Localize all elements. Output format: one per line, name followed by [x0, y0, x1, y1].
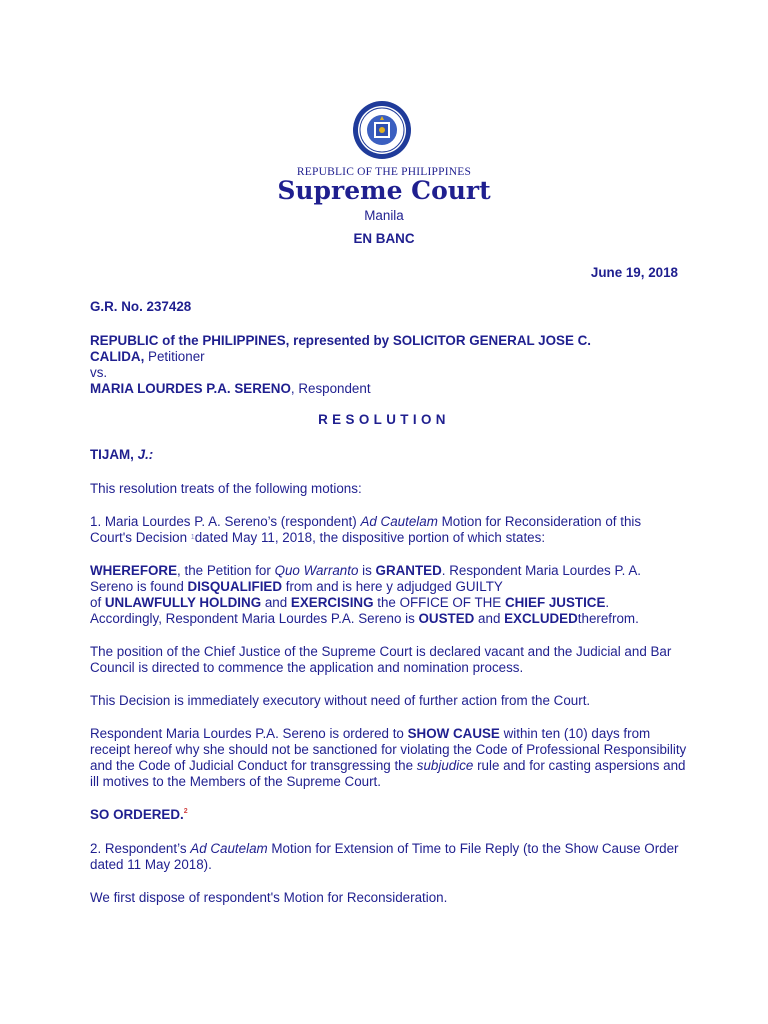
text-span: , the Petition for	[177, 563, 275, 578]
ponente	[90, 447, 690, 463]
footnote-marker[interactable]: 2	[183, 808, 188, 815]
text-bold: EXERCISING	[290, 595, 374, 610]
petitioner-line-2	[90, 349, 690, 365]
decision-date: June 19, 2018	[590, 265, 678, 280]
text-span: Sereno is found	[90, 579, 188, 594]
text-bold: OUSTED	[418, 611, 475, 626]
division-label: EN BANC	[353, 231, 415, 246]
text-italic: Ad Cautelam	[360, 514, 438, 529]
text-bold: SHOW CAUSE	[407, 726, 500, 741]
ponente-suffix: J.:	[137, 447, 154, 462]
text-bold: UNLAWFULLY HOLDING	[104, 595, 262, 610]
motion-two-paragraph	[90, 841, 690, 873]
so-ordered-text: SO ORDERED.	[90, 807, 184, 822]
text-bold: EXCLUDED	[504, 611, 578, 626]
petitioner-role: Petitioner	[144, 349, 205, 364]
text-span: is	[358, 563, 376, 578]
motion-one-paragraph	[90, 514, 690, 546]
intro-paragraph: This resolution treats of the following motions:	[90, 481, 362, 496]
text-span: and	[474, 611, 505, 626]
case-parties	[90, 333, 690, 397]
text-line: Council is directed to commence the application and nomination process.	[90, 660, 524, 675]
text-span: Motion for Extension of Time to File Reply (to the Show Cause Order	[267, 841, 679, 856]
footnote-marker[interactable]: 1	[190, 534, 195, 541]
text-span: . Respondent Maria Lourdes P. A.	[441, 563, 642, 578]
petitioner-surname: CALIDA,	[90, 349, 145, 364]
ponente-name: TIJAM,	[90, 447, 138, 462]
petitioner-line-1: REPUBLIC of the PHILIPPINES, represented by SOLICITOR GENERAL JOSE C.	[90, 333, 591, 348]
supreme-court-seal-icon	[352, 100, 412, 160]
text-span: Respondent Maria Lourdes P.A. Sereno is ordered to	[90, 726, 408, 741]
text-span: Motion for Reconsideration of this	[437, 514, 642, 529]
text-span: from and is here y adjudged GUILTY	[282, 579, 503, 594]
text-bold: WHEREFORE	[90, 563, 178, 578]
respondent-line	[90, 381, 690, 397]
text-line: ill motives to the Members of the Supreme Court.	[90, 774, 381, 789]
city-name: Manila	[364, 208, 404, 223]
wherefore-paragraph	[90, 563, 690, 627]
text-span: rule and for casting aspersions and	[473, 758, 686, 773]
executory-paragraph: This Decision is immediately executory without need of further action from the Court.	[90, 693, 591, 708]
text-span: .	[605, 595, 610, 610]
text-line: dated 11 May 2018).	[90, 857, 212, 872]
text-italic: subjudice	[416, 758, 474, 773]
versus-label: vs.	[90, 365, 108, 380]
republic-heading: REPUBLIC OF THE PHILIPPINES	[296, 166, 472, 178]
text-line: The position of the Chief Justice of the Supreme Court is declared vacant and the Judicial and Bar	[90, 644, 672, 659]
text-bold: GRANTED	[375, 563, 442, 578]
document-type: RESOLUTION	[318, 412, 450, 427]
text-span: therefrom.	[577, 611, 639, 626]
text-span: Court's Decision	[90, 530, 191, 545]
vacancy-paragraph	[90, 644, 690, 676]
text-span: the OFFICE OF THE	[373, 595, 505, 610]
so-ordered	[90, 807, 690, 823]
text-italic: Quo Warranto	[274, 563, 359, 578]
text-bold: CHIEF JUSTICE	[504, 595, 606, 610]
gr-number: G.R. No. 237428	[90, 299, 192, 314]
text-span: within ten (10) days from	[499, 726, 651, 741]
court-name: Supreme Court	[277, 176, 491, 205]
text-span: 2. Respondent’s	[90, 841, 191, 856]
text-line: receipt hereof why she should not be sanctioned for violating the Code of Professional Responsibility	[90, 742, 687, 757]
text-span: of	[90, 595, 105, 610]
respondent-name: MARIA LOURDES P.A. SERENO	[90, 381, 291, 396]
text-span: 1. Maria Lourdes P. A. Sereno’s (respondent)	[90, 514, 361, 529]
text-span: and	[261, 595, 291, 610]
text-span: dated May 11, 2018, the dispositive portion of which states:	[194, 530, 546, 545]
show-cause-paragraph	[90, 726, 690, 790]
text-span: and the Code of Judicial Conduct for transgressing the	[90, 758, 417, 773]
respondent-role: , Respondent	[290, 381, 371, 396]
text-italic: Ad Cautelam	[190, 841, 268, 856]
text-bold: DISQUALIFIED	[187, 579, 283, 594]
dispose-paragraph: We first dispose of respondent's Motion for Reconsideration.	[90, 890, 448, 905]
text-span: Accordingly, Respondent Maria Lourdes P.A. Sereno is	[90, 611, 419, 626]
